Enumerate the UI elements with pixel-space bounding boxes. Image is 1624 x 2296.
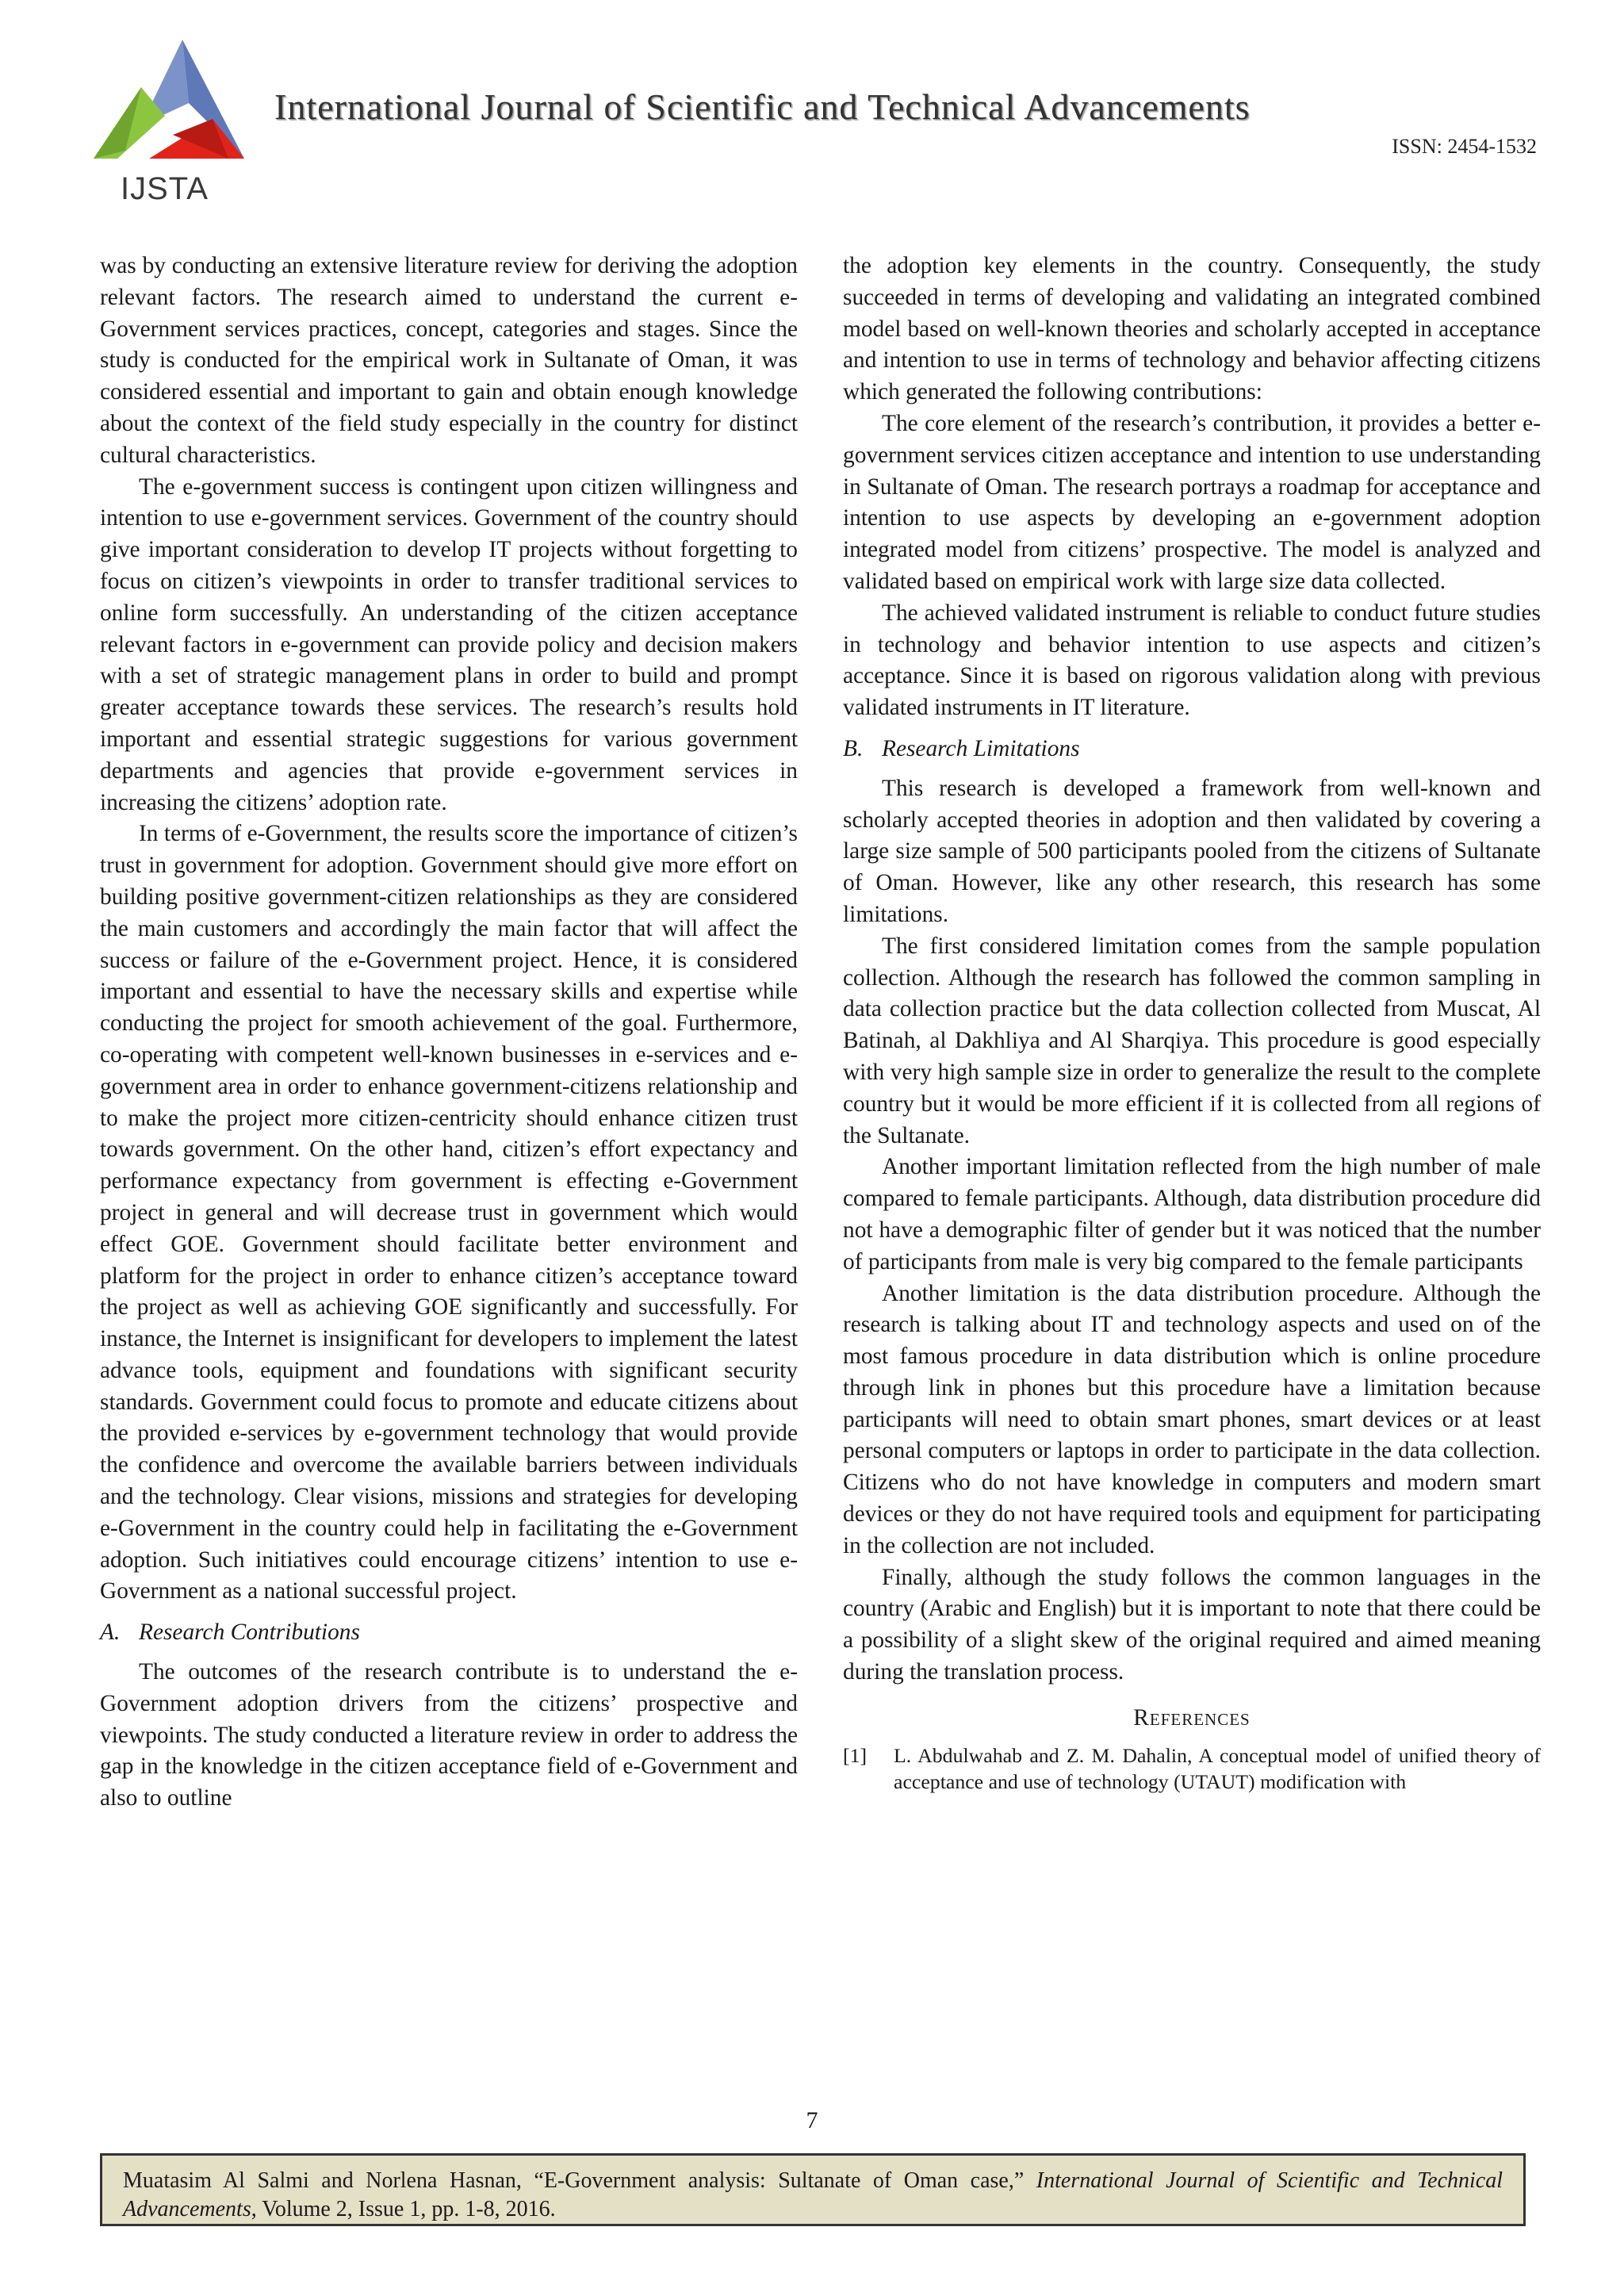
left-column [100,251,798,1815]
reference-item [843,1742,1541,1795]
reference-text: L. Abdulwahab and Z. M. Dahalin, A conceptual model of unified theory of acceptance and use of technology (UTAUT) modification with [894,1743,1541,1793]
citation-footer [100,2153,1526,2226]
issn: ISSN: 2454-1532 [1392,135,1537,158]
section-title: Research Contributions [139,1619,360,1646]
page-number: 7 [806,2107,818,2133]
right-column [843,251,1541,1795]
section-title: Research Limitations [882,735,1080,761]
paragraph: Another limitation is the data distribution procedure. Although the research is talking about IT and technology aspects and used on of the most famous procedure in data distribution which is online procedure through link in phones but this procedure have a limitation because participants will need to obtain smart phones, smart devices or at least personal computers or laptops in order to participate in the data collection. Citizens who do not have knowledge in computers and modern smart devices or they do not have required tools and equipment for participating in the collection are not included. [843,1280,1541,1558]
section-heading-limitations [843,734,1541,765]
paragraph: The first considered limitation comes from the sample population collection. Although the research has followed the common sampling in data collection practice but the data collection collected from Muscat, Al Batinah, al Dakhliya and Al Sharqiya. This procedure is good especially with very high sample size in order to generalize the result to the complete country but it would be more efficient if it is collected from all regions of the Sultanate. [843,933,1541,1148]
citation-tail: , Volume 2, Issue 1, pp. 1-8, 2016. [251,2197,556,2221]
paragraph: Another important limitation reflected from the high number of male compared to female participants. Although, data distribution procedure did not have a demographic filter of gender but it was noticed that the number of participants from male is very big compared to the female participants [843,1154,1541,1274]
citation-journal: International Journal of Scientific and Technical Advancements [123,2168,1503,2221]
paragraph: was by conducting an extensive literature review for deriving the adoption relevant factors. The research aimed to understand the current e-Government services practices, concept, categories and stages. Since the study is conducted for the empirical work in Sultanate of Oman, it was considered essential and important to gain and obtain enough knowledge about the context of the field study especially in the country for distinct cultural characteristics. [100,253,798,468]
ijsta-logo-icon [94,40,244,159]
paragraph: Finally, although the study follows the common languages in the country (Arabic and English) but it is important to note that there could be a possibility of a slight skew of the original required and aimed meaning during the translation process. [843,1564,1541,1685]
section-letter: A. [100,1619,121,1646]
references-heading: References [1133,1704,1251,1731]
section-letter: B. [843,735,864,761]
paragraph: This research is developed a framework from well-known and scholarly accepted theories in adoption and then validated by covering a large size sample of 500 participants pooled from the citizens of Sultanate of Oman. However, like any other research, this research has some limitations. [843,775,1541,927]
logo-text: IJSTA [121,171,209,206]
paragraph: In terms of e-Government, the results score the importance of citizen’s trust in government for adoption. Government should give more effort on building positive government-citizen relationships as they are considered the main customers and accordingly the main factor that will affect the success or failure of the e-Government project. Hence, it is considered important and essential to have the necessary skills and expertise while conducting the project for smooth achievement of the goal. Furthermore, co-operating with competent well-known businesses in e-services and e-government area in order to enhance government-citizens relationship and to make the project more citizen-centricity should enhance citizen trust towards government. On the other hand, citizen’s effort expectancy and performance expectancy from government is effecting e-Government project in general and will decrease trust in government which would effect GOE. Government should facilitate better environment and platform for the project in order to enhance citizen’s acceptance toward the project as well as achieving GOE significantly and successfully. For instance, the Internet is insignificant for developers to implement the latest advance tools, equipment and foundations with significant security standards. Government could focus to promote and educate citizens about the provided e-services by e-government technology that would provide the confidence and overcome the available barriers between individuals and the technology. Clear visions, missions and strategies for developing e-Government in the country could help in facilitating the e-Government adoption. Such initiatives could encourage citizens’ intention to use e-Government as a national successful project. [100,821,798,1604]
paragraph: The outcomes of the research contribute is to understand the e-Government adoption drivers from the citizens’ prospective and viewpoints. The study conducted a literature review in order to address the gap in the knowledge in the citizen acceptance field of e-Government and also to outline [100,1659,798,1811]
citation-text: Muatasim Al Salmi and Norlena Hasnan, “E-Government analysis: Sultanate of Oman case,” [123,2168,1036,2193]
paragraph: The core element of the research’s contribution, it provides a better e-government services citizen acceptance and intention to use understanding in Sultanate of Oman. The research portrays a roadmap for acceptance and intention to use aspects by developing an e-government adoption integrated model from citizens’ prospective. The model is analyzed and validated based on empirical work with large size data collected. [843,410,1541,594]
reference-number: [1] [843,1743,868,1767]
paragraph: The e-government success is contingent upon citizen willingness and intention to use e-government services. Government of the country should give important consideration to develop IT projects without forgetting to focus on citizen’s viewpoints in order to transfer traditional services to online form successfully. An understanding of the citizen acceptance relevant factors in e-government can provide policy and decision makers with a set of strategic management plans in order to build and prompt greater acceptance towards these services. The research’s results hold important and essential strategic suggestions for various government departments and agencies that provide e-government services in increasing the citizens’ adoption rate. [100,473,798,815]
paragraph: the adoption key elements in the country. Consequently, the study succeeded in terms of developing and validating an integrated combined model based on well-known theories and scholarly accepted in acceptance and intention to use in terms of technology and behavior affecting citizens which generated the following contributions: [843,253,1541,405]
journal-title: International Journal of Scientific and Technical Advancements [274,86,1251,127]
section-heading-contributions [100,1617,798,1649]
page-header [0,0,1624,214]
paragraph: The achieved validated instrument is reliable to conduct future studies in technology and behavior intention to use aspects and citizen’s acceptance. Since it is based on rigorous validation along with previous validated instruments in IT literature. [843,600,1541,721]
